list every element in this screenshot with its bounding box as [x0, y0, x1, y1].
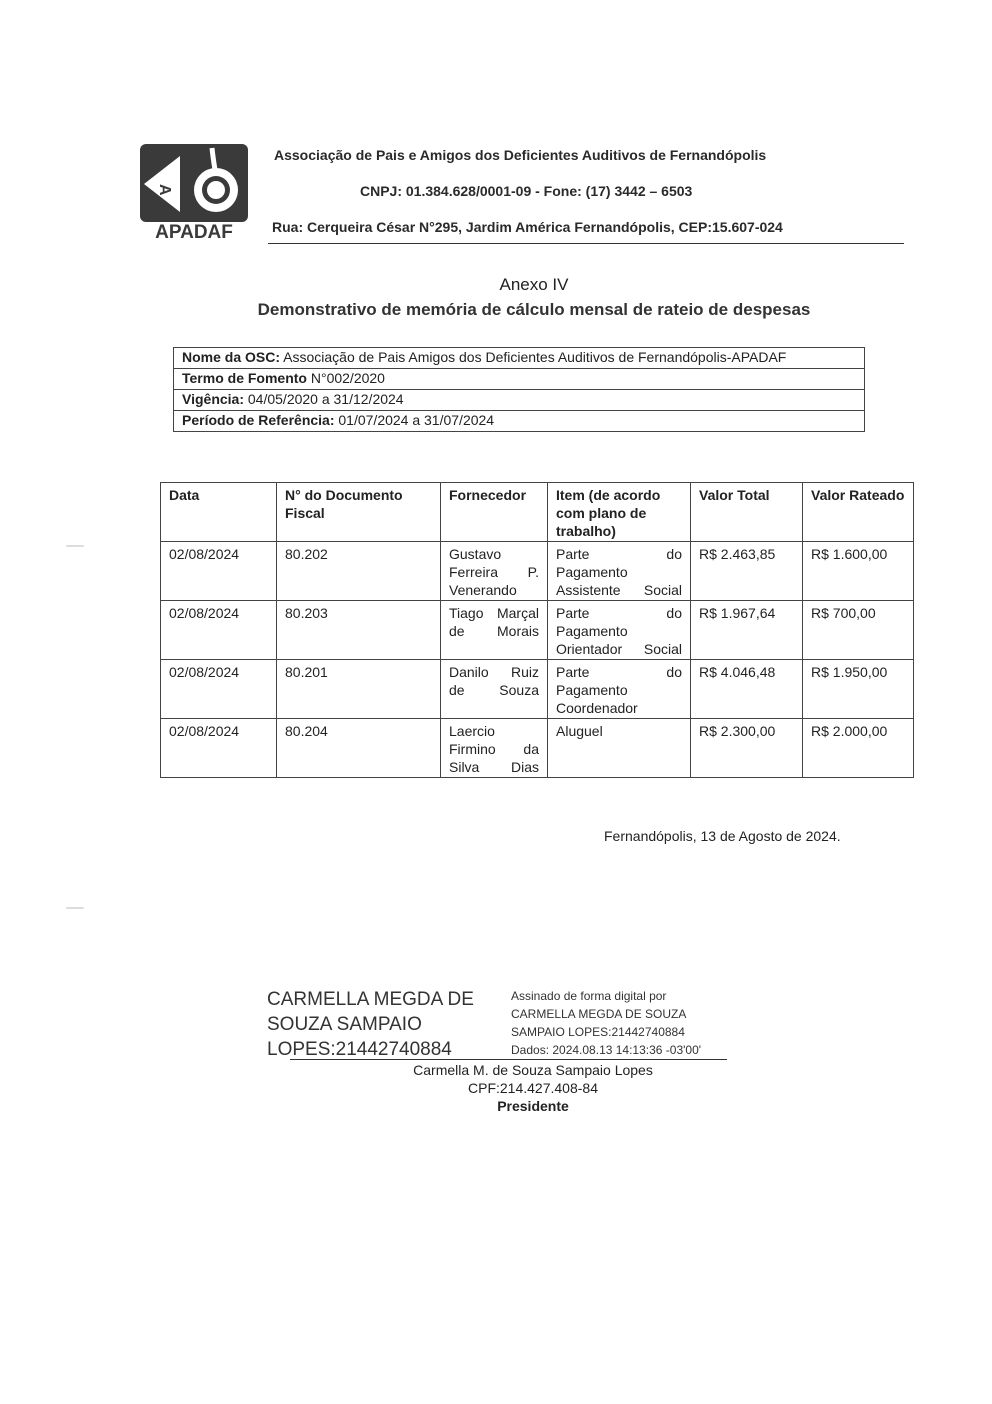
cell-doc: 80.203 [277, 601, 441, 660]
cell-date: 02/08/2024 [161, 719, 277, 778]
svg-text:A: A [156, 184, 173, 196]
periodo-value: 01/07/2024 a 31/07/2024 [334, 412, 495, 428]
cell-supplier: Danilo Ruiz de Souza [441, 660, 548, 719]
termo-label: Termo de Fomento [182, 370, 307, 386]
signer-cpf: CPF:214.427.408-84 [468, 1080, 598, 1096]
cell-item: Parte do Pagamento Orientador Social [548, 601, 691, 660]
scan-mark [66, 907, 84, 909]
signer-name: Carmella M. de Souza Sampaio Lopes [413, 1062, 653, 1078]
cell-rateado: R$ 1.950,00 [803, 660, 914, 719]
sig-digital-line1: Assinado de forma digital por [511, 989, 667, 1003]
apadaf-logo [140, 144, 248, 240]
cell-total: R$ 2.300,00 [691, 719, 803, 778]
digital-signature-details [511, 987, 701, 1059]
annex-title: Anexo IV [499, 275, 569, 294]
termo-row [174, 369, 864, 390]
cnpj-phone: CNPJ: 01.384.628/0001-09 - Fone: (17) 3442 – 6503 [360, 183, 693, 199]
osc-name-value: Associação de Pais Amigos dos Deficientes Auditivos de Fernandópolis-APADAF [280, 349, 787, 365]
cell-supplier: Tiago Marçal de Morais [441, 601, 548, 660]
cell-rateado: R$ 1.600,00 [803, 542, 914, 601]
periodo-row [174, 411, 864, 431]
logo-text: APADAF [155, 222, 233, 240]
cell-rateado: R$ 700,00 [803, 601, 914, 660]
cell-date: 02/08/2024 [161, 542, 277, 601]
table-row [161, 542, 914, 601]
col-header-doc: N° do Documento Fiscal [277, 483, 441, 542]
scan-mark [66, 545, 84, 547]
osc-name-row [174, 348, 864, 369]
cell-total: R$ 1.967,64 [691, 601, 803, 660]
col-header-supplier: Fornecedor [441, 483, 548, 542]
table-row [161, 719, 914, 778]
termo-value: N°002/2020 [306, 370, 385, 386]
sig-name-line3: LOPES:21442740884 [267, 1039, 452, 1060]
table-row [161, 601, 914, 660]
sig-digital-line2: CARMELLA MEGDA DE SOUZA [511, 1007, 687, 1021]
signature-line [290, 1059, 727, 1060]
cell-date: 02/08/2024 [161, 601, 277, 660]
sig-digital-line4: Dados: 2024.08.13 14:13:36 -03'00' [511, 1043, 702, 1057]
sig-name-line1: CARMELLA MEGDA DE [267, 989, 474, 1010]
sig-name-line2: SOUZA SAMPAIO [267, 1014, 422, 1035]
org-address: Rua: Cerqueira César N°295, Jardim América Fernandópolis, CEP:15.607-024 [272, 219, 783, 235]
cell-total: R$ 4.046,48 [691, 660, 803, 719]
cell-doc: 80.202 [277, 542, 441, 601]
signer-role: Presidente [497, 1098, 569, 1114]
col-header-rateado: Valor Rateado [803, 483, 914, 542]
col-header-item: Item (de acordo com plano de trabalho) [548, 483, 691, 542]
cell-supplier: Gustavo Ferreira P. Venerando [441, 542, 548, 601]
cell-doc: 80.204 [277, 719, 441, 778]
col-header-date: Data [161, 483, 277, 542]
cell-item: Parte do Pagamento Coordenador [548, 660, 691, 719]
vigencia-label: Vigência: [182, 391, 244, 407]
osc-name-label: Nome da OSC: [182, 349, 281, 365]
cell-item: Aluguel [548, 719, 691, 778]
table-row [161, 660, 914, 719]
sig-digital-line3: SAMPAIO LOPES:21442740884 [511, 1025, 685, 1039]
digital-signature-name [267, 987, 474, 1062]
signer-block [0, 1061, 992, 1115]
periodo-label: Período de Referência: [182, 412, 335, 428]
table-header-row [161, 483, 914, 542]
vigencia-row [174, 390, 864, 411]
osc-info-box [173, 347, 865, 432]
cell-doc: 80.201 [277, 660, 441, 719]
header-divider [268, 243, 904, 244]
vigencia-value: 04/05/2020 a 31/12/2024 [244, 391, 404, 407]
cell-total: R$ 2.463,85 [691, 542, 803, 601]
cell-rateado: R$ 2.000,00 [803, 719, 914, 778]
document-title: Demonstrativo de memória de cálculo mensal de rateio de despesas [257, 300, 811, 319]
cell-date: 02/08/2024 [161, 660, 277, 719]
expense-table [160, 482, 914, 778]
org-name: Associação de Pais e Amigos dos Deficientes Auditivos de Fernandópolis [274, 147, 767, 163]
col-header-total: Valor Total [691, 483, 803, 542]
cell-supplier: Laercio Firmino da Silva Dias [441, 719, 548, 778]
place-date: Fernandópolis, 13 de Agosto de 2024. [604, 828, 841, 844]
cell-item: Parte do Pagamento Assistente Social [548, 542, 691, 601]
